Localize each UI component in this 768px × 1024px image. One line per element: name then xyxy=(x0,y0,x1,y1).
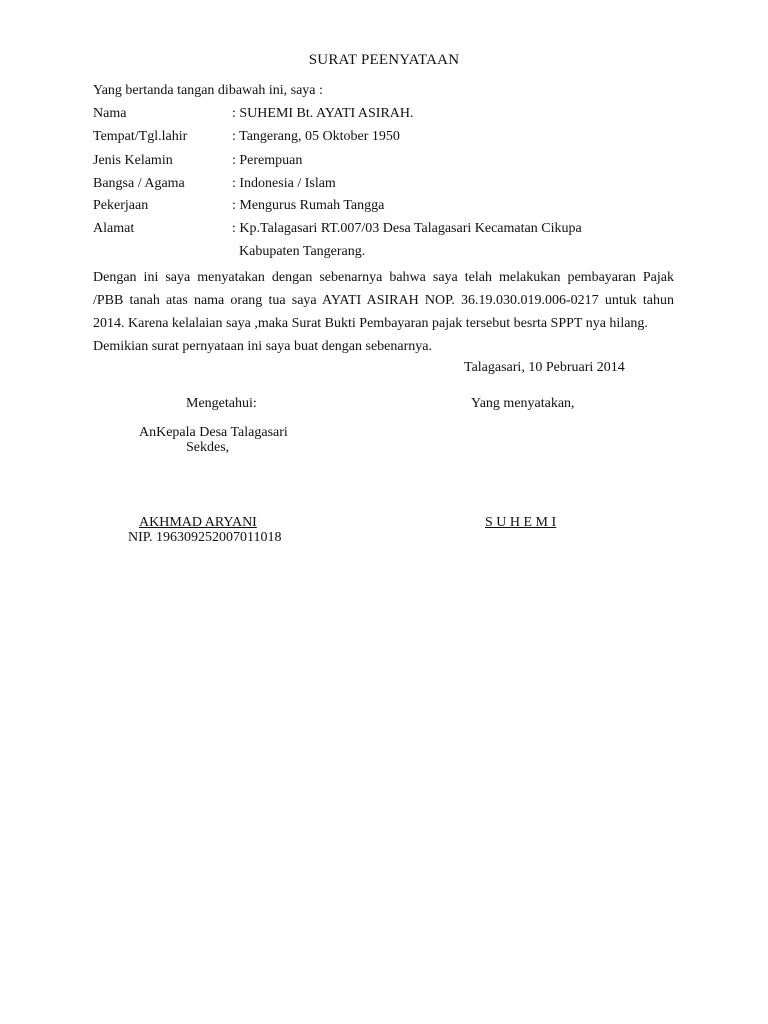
left-signatory-sub-position: Sekdes, xyxy=(186,440,230,455)
address-continuation: Kabupaten Tangerang. xyxy=(239,244,366,259)
field-value-nama: : SUHEMI Bt. AYATI ASIRAH. xyxy=(232,106,414,121)
intro-text: Yang bertanda tangan dibawah ini, saya : xyxy=(93,83,323,98)
field-value-jenis-kelamin: : Perempuan xyxy=(232,153,303,168)
place-date: Talagasari, 10 Pebruari 2014 xyxy=(464,360,625,375)
right-signatory-name: S U H E M I xyxy=(485,515,557,530)
statement-line: /PBB tanah atas nama orang tua saya AYATI ASIRAH NOP. 36.19.030.019.006-0217 untuk tahun xyxy=(93,293,674,308)
field-value-pekerjaan: : Mengurus Rumah Tangga xyxy=(232,198,385,213)
field-value-tempat-tgl-lahir: : Tangerang, 05 Oktober 1950 xyxy=(232,129,400,144)
left-signatory-name: AKHMAD ARYANI xyxy=(139,515,257,530)
left-signatory-nip: NIP. 196309252007011018 xyxy=(128,530,282,545)
field-value-bangsa-agama: : Indonesia / Islam xyxy=(232,176,336,191)
left-signatory-heading: Mengetahui: xyxy=(186,396,257,411)
statement-paragraph xyxy=(93,266,674,358)
statement-line: Demikian surat pernyataan ini saya buat dengan sebenarnya. xyxy=(93,339,432,354)
field-label-tempat-tgl-lahir: Tempat/Tgl.lahir xyxy=(93,129,188,144)
left-signatory-position: AnKepala Desa Talagasari xyxy=(139,425,288,440)
right-signatory-heading: Yang menyatakan, xyxy=(471,396,575,411)
field-label-alamat: Alamat xyxy=(93,221,135,236)
field-label-jenis-kelamin: Jenis Kelamin xyxy=(93,153,173,168)
field-label-pekerjaan: Pekerjaan xyxy=(93,198,149,213)
field-label-bangsa-agama: Bangsa / Agama xyxy=(93,176,185,191)
statement-line: Dengan ini saya menyatakan dengan sebenarnya bahwa saya telah melakukan pembayaran Pajak xyxy=(93,270,674,285)
field-value-alamat: : Kp.Talagasari RT.007/03 Desa Talagasari Kecamatan Cikupa xyxy=(232,221,582,236)
field-label-nama: Nama xyxy=(93,106,127,121)
statement-line: 2014. Karena kelalaian saya ,maka Surat Bukti Pembayaran pajak tersebut besrta SPPT nya hilang. xyxy=(93,316,648,331)
document-title: SURAT PEENYATAAN xyxy=(308,52,460,68)
